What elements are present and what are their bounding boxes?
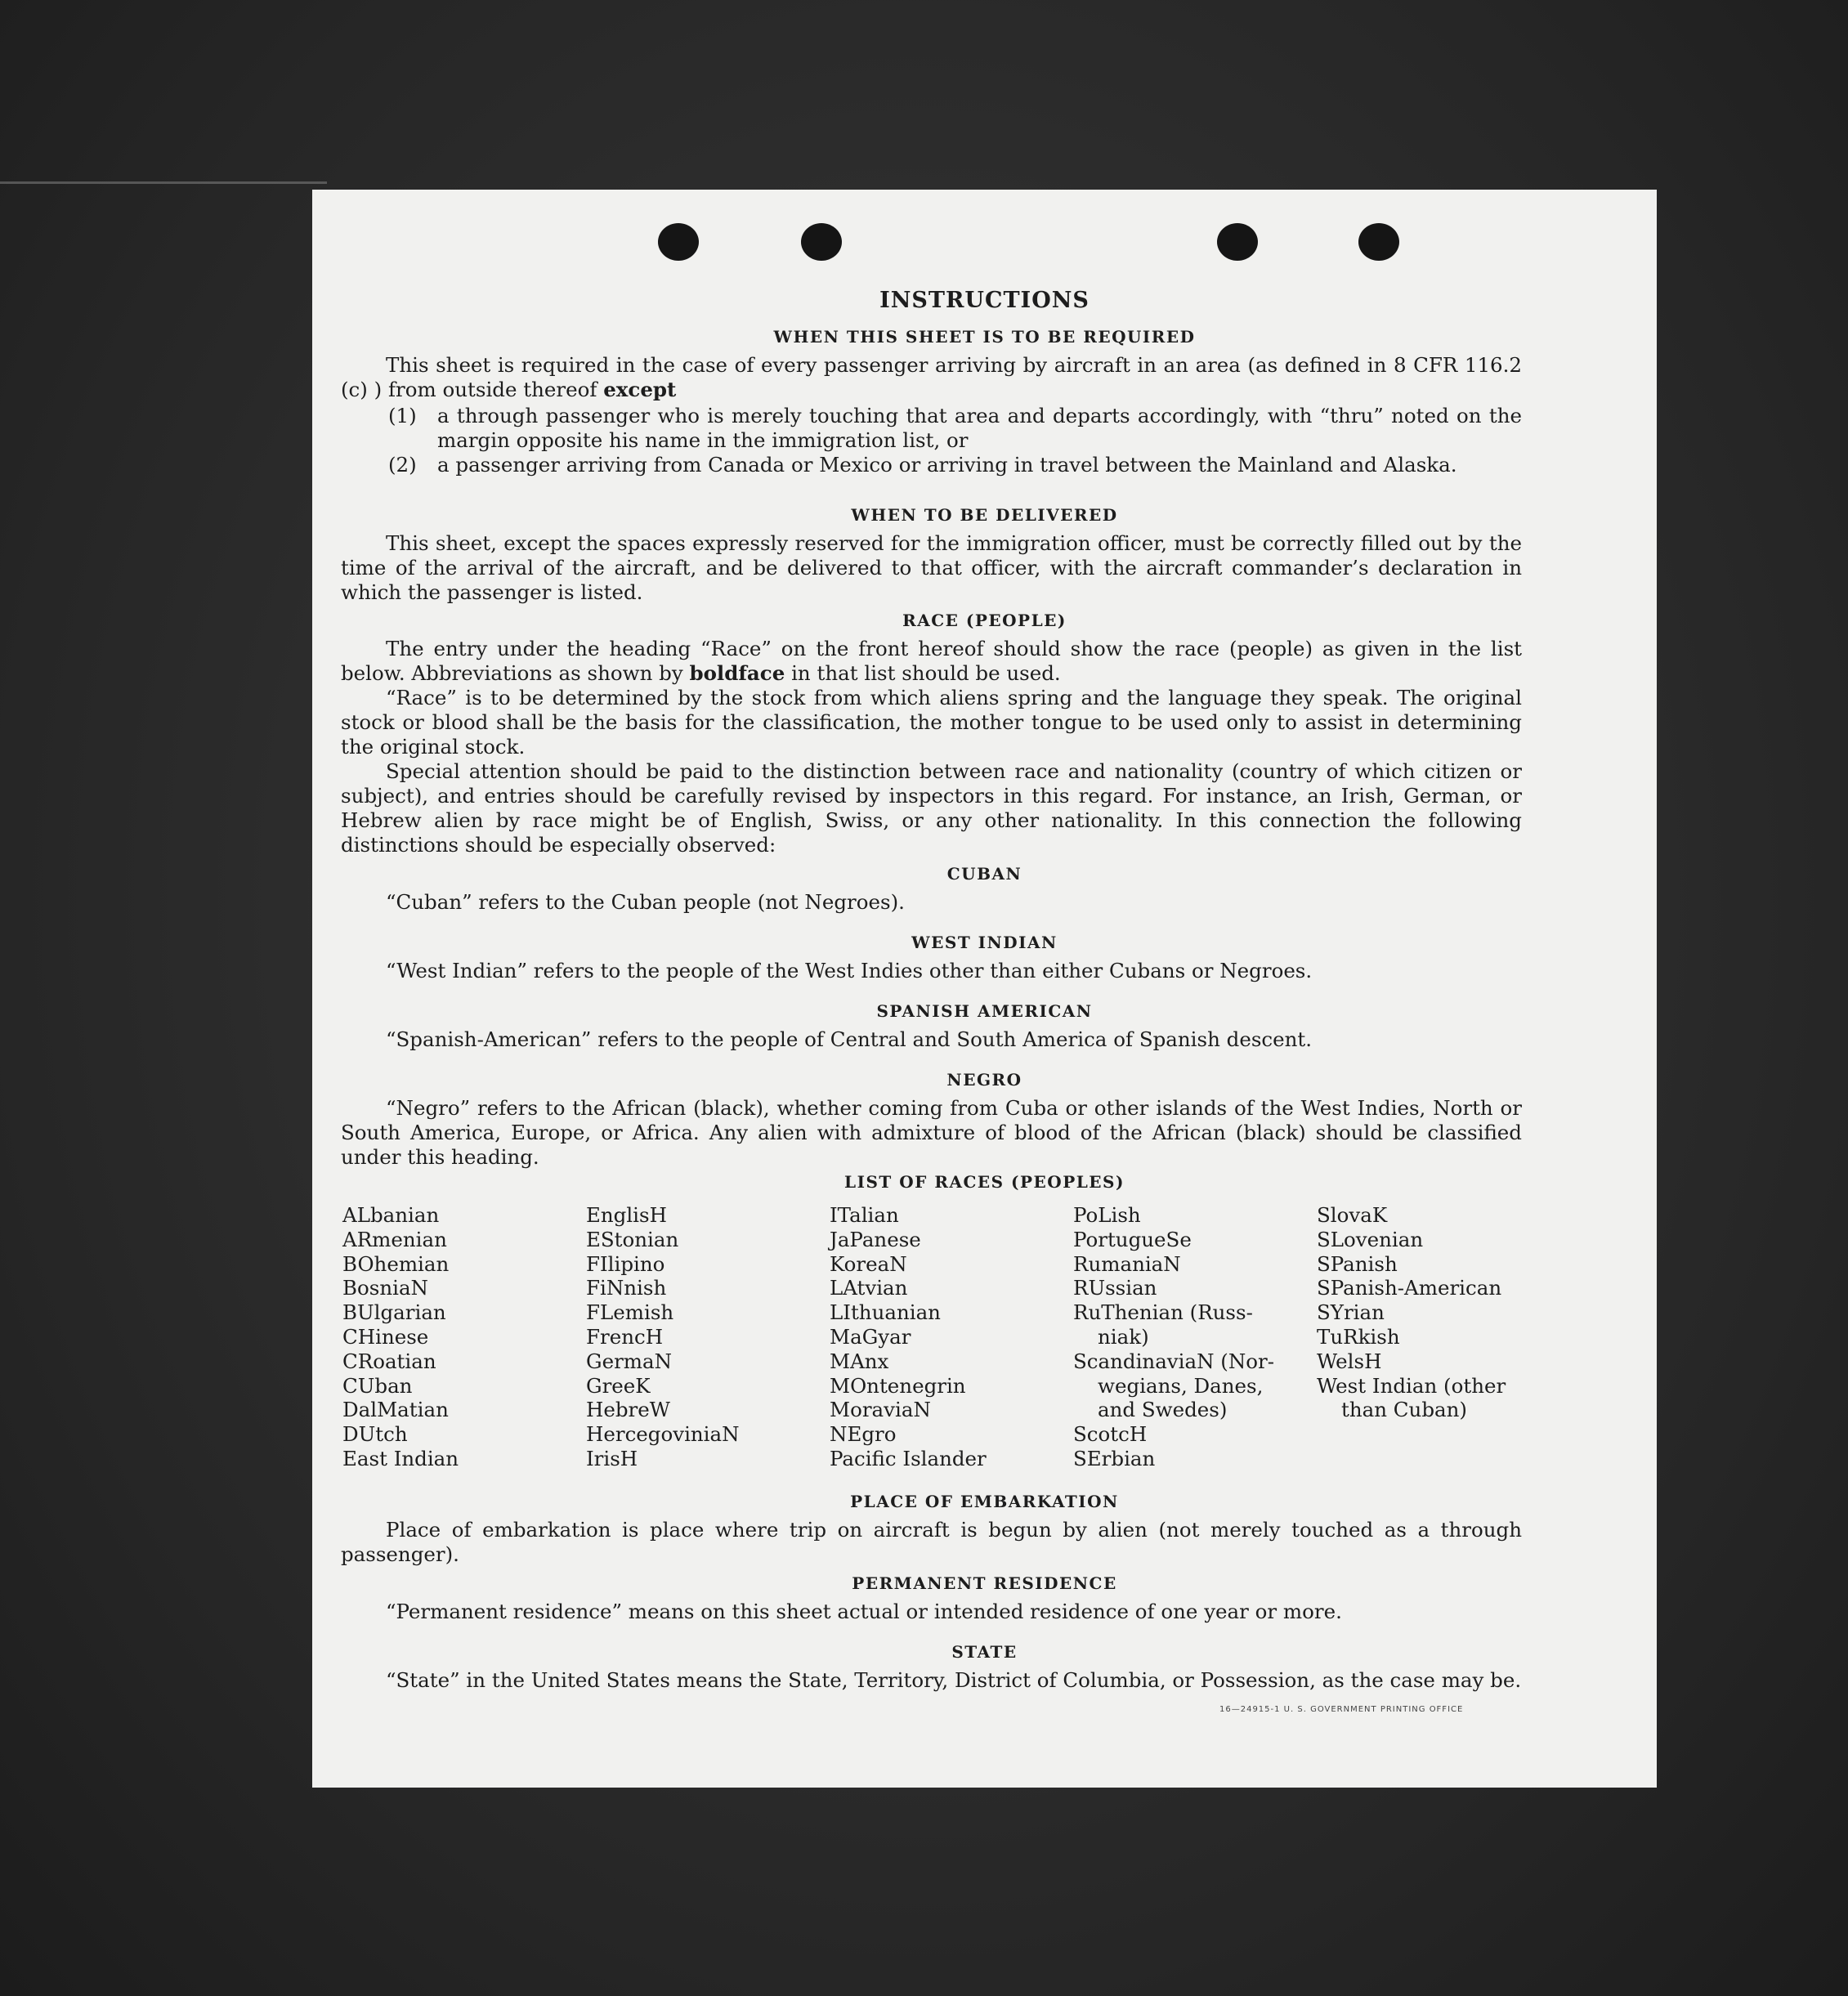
delivered-text: This sheet, except the spaces expressly reserved for the immigration officer, must be correctly filled out by the time of the arrival of the aircraft, and be delivered to that officer, with the aircraft commander’s declaration in which the passenger is listed. bbox=[341, 531, 1522, 604]
race-entry: GermaN bbox=[586, 1349, 673, 1373]
race-entry: CRoatian bbox=[342, 1349, 436, 1373]
race-entry: TuRkish bbox=[1317, 1324, 1400, 1349]
race-entry: EStonian bbox=[586, 1227, 679, 1251]
required-item-1 bbox=[388, 404, 1522, 453]
race-entry: Pacific Islander bbox=[830, 1446, 987, 1470]
race-entry: PoLish bbox=[1073, 1203, 1141, 1227]
residence-text: “Permanent residence” means on this sheet actual or intended residence of one year or more. bbox=[386, 1600, 1342, 1623]
race-entry: SYrian bbox=[1317, 1300, 1385, 1325]
heading-west-indian: WEST INDIAN bbox=[911, 933, 1058, 952]
heading-list-of-races: LIST OF RACES (PEOPLES) bbox=[844, 1172, 1125, 1192]
race-entry: SErbian bbox=[1073, 1446, 1156, 1470]
heading-cuban: CUBAN bbox=[946, 864, 1022, 884]
race-entry-continued: and Swedes) bbox=[1098, 1398, 1228, 1422]
race-entry: BOhemian bbox=[342, 1251, 450, 1276]
race-entry: MOntenegrin bbox=[830, 1373, 966, 1398]
race-entry: WelsH bbox=[1317, 1349, 1382, 1373]
heading-when-delivered: WHEN TO BE DELIVERED bbox=[851, 505, 1118, 525]
scan-edge-line bbox=[0, 181, 327, 184]
required-intro-except: except bbox=[603, 378, 677, 401]
race-entry: ITalian bbox=[830, 1203, 899, 1227]
races-column-2 bbox=[586, 1203, 740, 1471]
item-number: (2) bbox=[388, 453, 417, 477]
race-p1-text: The entry under the heading “Race” on the front hereof should show the race (people) as given in the list below. Abbreviations as shown by bbox=[341, 637, 1522, 685]
west-indian-text: “West Indian” refers to the people of the West Indies other than either Cubans or Negroes. bbox=[386, 959, 1313, 982]
race-entry: FiNnish bbox=[586, 1276, 667, 1300]
race-entry: LIthuanian bbox=[830, 1300, 941, 1325]
item-text: a through passenger who is merely touching that area and departs accordingly, with “thru” noted on the margin opposite his name in the immigration list, or bbox=[437, 404, 1522, 452]
races-column-5 bbox=[1317, 1203, 1506, 1422]
race-p1-boldface: boldface bbox=[689, 661, 785, 685]
punch-hole bbox=[1217, 223, 1258, 261]
heading-negro: NEGRO bbox=[946, 1070, 1022, 1090]
race-entry: HercegoviniaN bbox=[586, 1422, 740, 1447]
cuban-text: “Cuban” refers to the Cuban people (not Negroes). bbox=[386, 890, 905, 914]
race-entry: SlovaK bbox=[1317, 1203, 1388, 1227]
race-entry: SPanish bbox=[1317, 1251, 1398, 1276]
punch-hole bbox=[658, 223, 699, 261]
heading-place-of-embarkation: PLACE OF EMBARKATION bbox=[850, 1492, 1119, 1511]
race-entry-continued: niak) bbox=[1098, 1324, 1149, 1349]
state-text: “State” in the United States means the State, Territory, District of Columbia, or Possession, as the case may be. bbox=[386, 1668, 1522, 1692]
race-entry: FIlipino bbox=[586, 1251, 665, 1276]
instruction-sheet bbox=[312, 190, 1657, 1788]
race-entry-continued: than Cuban) bbox=[1341, 1398, 1467, 1422]
race-entry: SPanish-American bbox=[1317, 1276, 1502, 1300]
required-intro bbox=[341, 353, 1522, 402]
required-intro-text: This sheet is required in the case of every passenger arriving by aircraft in an area (as defined in 8 CFR 116.2 (c) ) from outside thereof bbox=[341, 353, 1522, 401]
race-entry: FrencH bbox=[586, 1324, 664, 1349]
race-entry: DalMatian bbox=[342, 1398, 449, 1422]
page-title: INSTRUCTIONS bbox=[879, 288, 1090, 313]
races-column-3 bbox=[830, 1203, 987, 1471]
race-entry: HebreW bbox=[586, 1398, 670, 1422]
race-entry: PortugueSe bbox=[1073, 1227, 1192, 1251]
heading-when-required: WHEN THIS SHEET IS TO BE REQUIRED bbox=[773, 327, 1196, 347]
negro-text: “Negro” refers to the African (black), whether coming from Cuba or other islands of the West Indies, North or South America, Europe, or Africa. Any alien with admixture of blood of the African (black) should be classified under this heading. bbox=[341, 1096, 1522, 1169]
heading-permanent-residence: PERMANENT RESIDENCE bbox=[852, 1573, 1117, 1593]
race-entry: MoraviaN bbox=[830, 1398, 931, 1422]
race-entry: KoreaN bbox=[830, 1251, 907, 1276]
item-text: a passenger arriving from Canada or Mexico or arriving in travel between the Mainland and Alaska. bbox=[437, 453, 1457, 477]
race-entry: LAtvian bbox=[830, 1276, 908, 1300]
races-column-1 bbox=[342, 1203, 459, 1471]
race-entry: RuThenian (Russ- bbox=[1073, 1300, 1253, 1325]
punch-hole bbox=[1358, 223, 1399, 261]
required-item-2 bbox=[388, 453, 1522, 477]
race-entry: ScotcH bbox=[1073, 1422, 1148, 1447]
race-entry: RumaniaN bbox=[1073, 1251, 1181, 1276]
race-entry: BosniaN bbox=[342, 1276, 428, 1300]
race-entry: GreeK bbox=[586, 1373, 651, 1398]
heading-race: RACE (PEOPLE) bbox=[902, 611, 1067, 630]
printer-imprint: 16—24915-1 U. S. GOVERNMENT PRINTING OFFICE bbox=[1219, 1705, 1464, 1714]
race-entry: BUlgarian bbox=[342, 1300, 446, 1325]
races-column-4 bbox=[1073, 1203, 1274, 1471]
race-p1-end: in that list should be used. bbox=[785, 661, 1061, 685]
race-entry: CHinese bbox=[342, 1324, 429, 1349]
race-entry: ARmenian bbox=[342, 1227, 447, 1251]
item-number: (1) bbox=[388, 404, 417, 427]
race-entry: CUban bbox=[342, 1373, 413, 1398]
race-entry: FLemish bbox=[586, 1300, 674, 1325]
race-paragraph-1 bbox=[341, 637, 1522, 686]
race-entry: East Indian bbox=[342, 1446, 459, 1470]
race-entry: SLovenian bbox=[1317, 1227, 1424, 1251]
race-entry: DUtch bbox=[342, 1422, 408, 1447]
race-entry: RUssian bbox=[1073, 1276, 1157, 1300]
race-entry-continued: wegians, Danes, bbox=[1098, 1373, 1264, 1398]
race-entry: West Indian (other bbox=[1317, 1373, 1506, 1398]
race-entry: MAnx bbox=[830, 1349, 889, 1373]
punch-hole bbox=[801, 223, 842, 261]
heading-state: STATE bbox=[951, 1642, 1018, 1662]
race-entry: MaGyar bbox=[830, 1324, 911, 1349]
race-paragraph-3: Special attention should be paid to the distinction between race and nationality (country of which citizen or subject), and entries should be carefully revised by inspectors in this regard. For instance, an Irish, German, or Hebrew alien by race might be of English, Swiss, or any other nationality. In this connection the following distinctions should be especially observed: bbox=[341, 759, 1522, 857]
race-entry: ALbanian bbox=[342, 1203, 440, 1227]
race-entry: EnglisH bbox=[586, 1203, 667, 1227]
race-entry: JaPanese bbox=[830, 1227, 921, 1251]
race-entry: NEgro bbox=[830, 1422, 897, 1447]
embarkation-text: Place of embarkation is place where trip on aircraft is begun by alien (not merely touched as a through passenger). bbox=[341, 1518, 1522, 1566]
spanish-american-text: “Spanish-American” refers to the people of Central and South America of Spanish descent. bbox=[386, 1027, 1313, 1051]
race-entry: ScandinaviaN (Nor- bbox=[1073, 1349, 1275, 1373]
race-entry: IrisH bbox=[586, 1446, 638, 1470]
heading-spanish-american: SPANISH AMERICAN bbox=[876, 1001, 1093, 1021]
race-paragraph-2: “Race” is to be determined by the stock from which aliens spring and the language they speak. The original stock or blood shall be the basis for the classification, the mother tongue to be used only to assist in determining the original stock. bbox=[341, 686, 1522, 759]
